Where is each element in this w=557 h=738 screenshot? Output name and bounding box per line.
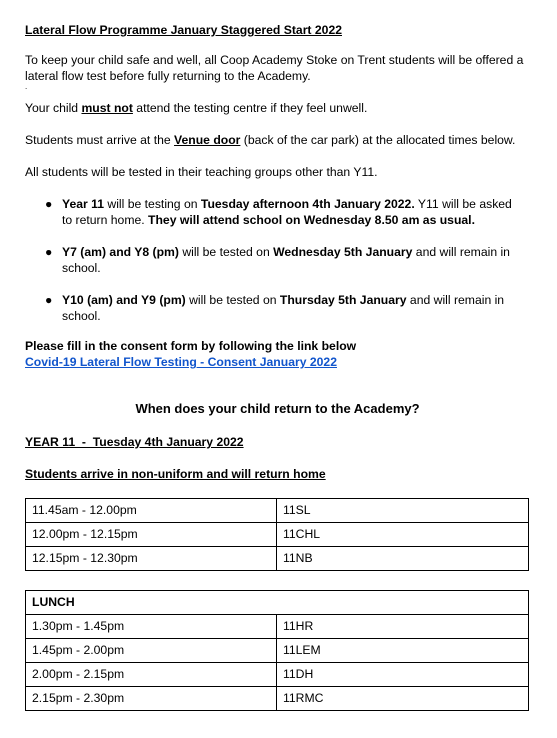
- must-not-emphasis: must not: [81, 101, 133, 115]
- stray-dot: .: [25, 82, 28, 91]
- table-row: 2.15pm - 2.30pm 11RMC: [26, 687, 529, 711]
- table-row: 12.00pm - 12.15pm 11CHL: [26, 523, 529, 547]
- table-row: 1.30pm - 1.45pm 11HR: [26, 615, 529, 639]
- consent-prompt: Please fill in the consent form by following the link below: [25, 339, 357, 353]
- year-heading: YEAR 11 - Tuesday 4th January 2022: [25, 435, 244, 449]
- table-row: [26, 591, 529, 615]
- lunch-label: LUNCH: [26, 591, 529, 615]
- intro-paragraph: To keep your child safe and well, all Coop Academy Stoke on Trent students will be offered a lateral flow test before fully returning to the Academy.: [25, 53, 524, 83]
- table-row: 1.45pm - 2.00pm 11LEM: [26, 639, 529, 663]
- venue-notice: Students must arrive at the Venue door (back of the car park) at the allocated times below.: [25, 133, 516, 147]
- bullet-icon: ●: [45, 197, 53, 211]
- bullet-icon: ●: [45, 293, 53, 307]
- bullet-icon: ●: [45, 245, 53, 259]
- schedule-table-afternoon: [25, 590, 529, 711]
- return-heading: When does your child return to the Academy?: [135, 401, 420, 416]
- table-row: 12.15pm - 12.30pm 11NB: [26, 547, 529, 571]
- document-title: Lateral Flow Programme January Staggered Start 2022: [25, 23, 342, 37]
- groups-note: All students will be tested in their teaching groups other than Y11.: [25, 165, 378, 179]
- arrive-note: Students arrive in non-uniform and will return home: [25, 467, 326, 481]
- unwell-notice: Your child must not attend the testing centre if they feel unwell.: [25, 101, 368, 115]
- table-row: 11.45am - 12.00pm 11SL: [26, 499, 529, 523]
- schedule-table-morning: [25, 498, 529, 571]
- table-row: 2.00pm - 2.15pm 11DH: [26, 663, 529, 687]
- venue-door-emphasis: Venue door: [174, 133, 241, 147]
- consent-form-link[interactable]: Covid-19 Lateral Flow Testing - Consent January 2022: [25, 355, 337, 369]
